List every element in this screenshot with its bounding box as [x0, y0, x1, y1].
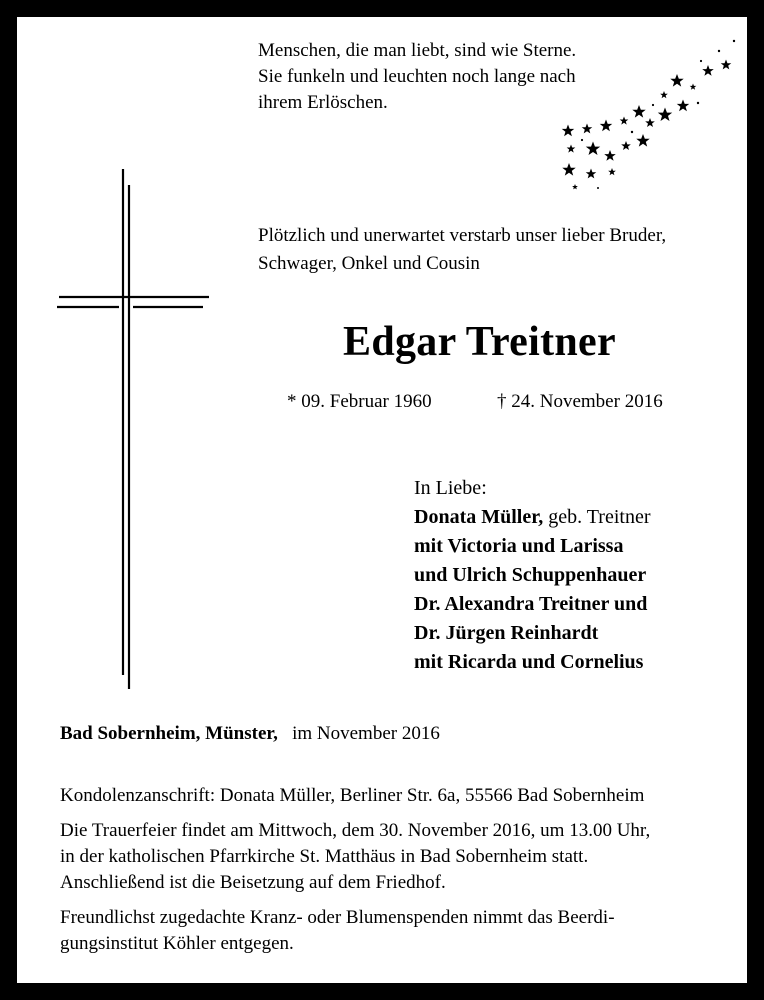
flowers-info — [60, 905, 720, 957]
stars-icon — [535, 25, 745, 200]
quote-line: Menschen, die man liebt, sind wie Sterne. — [258, 40, 577, 61]
family-intro: In Liebe: — [414, 477, 487, 499]
intro-line: Plötzlich und unerwartet verstarb unser lieber Bruder, — [258, 225, 667, 246]
family-line-first — [414, 503, 650, 532]
family-first-name: Donata Müller, — [414, 506, 544, 528]
birth-date: * 09. Februar 1960 — [287, 391, 432, 412]
flowers-line: gungsinstitut Köhler entgegen. — [60, 933, 294, 954]
obituary-card — [17, 17, 747, 983]
family-line: und Ulrich Schuppenhauer — [414, 564, 647, 586]
death-date: † 24. November 2016 — [497, 391, 663, 412]
deceased-name: Edgar Treitner — [343, 319, 616, 365]
cross-icon — [53, 169, 213, 709]
family-line: mit Victoria und Larissa — [414, 535, 624, 557]
quote-line: Sie funkeln und leuchten noch lange nach — [258, 66, 576, 87]
family-line: Dr. Alexandra Treitner und — [414, 593, 648, 615]
service-info — [60, 818, 720, 896]
intro-text — [258, 222, 666, 278]
family-line: mit Ricarda und Cornelius — [414, 651, 644, 673]
family-signatures — [414, 474, 650, 677]
places: Bad Sobernheim, Münster, — [60, 723, 278, 744]
intro-line: Schwager, Onkel und Cousin — [258, 253, 480, 274]
quote — [258, 38, 576, 116]
family-line: Dr. Jürgen Reinhardt — [414, 622, 599, 644]
service-line: in der katholischen Pfarrkirche St. Matthäus in Bad Sobernheim statt. — [60, 846, 589, 867]
family-first-name-suffix: geb. Treitner — [543, 506, 651, 528]
date: im November 2016 — [292, 723, 440, 744]
service-line: Die Trauerfeier findet am Mittwoch, dem 30. November 2016, um 13.00 Uhr, — [60, 820, 651, 841]
footer-info — [60, 783, 720, 966]
condolence-address: Kondolenzanschrift: Donata Müller, Berliner Str. 6a, 55566 Bad Sobernheim — [60, 785, 645, 806]
service-line: Anschließend ist die Beisetzung auf dem Friedhof. — [60, 872, 446, 893]
place-and-date — [60, 723, 440, 745]
quote-line: ihrem Erlöschen. — [258, 92, 388, 113]
flowers-line: Freundlichst zugedachte Kranz- oder Blumenspenden nimmt das Beerdi- — [60, 907, 615, 928]
